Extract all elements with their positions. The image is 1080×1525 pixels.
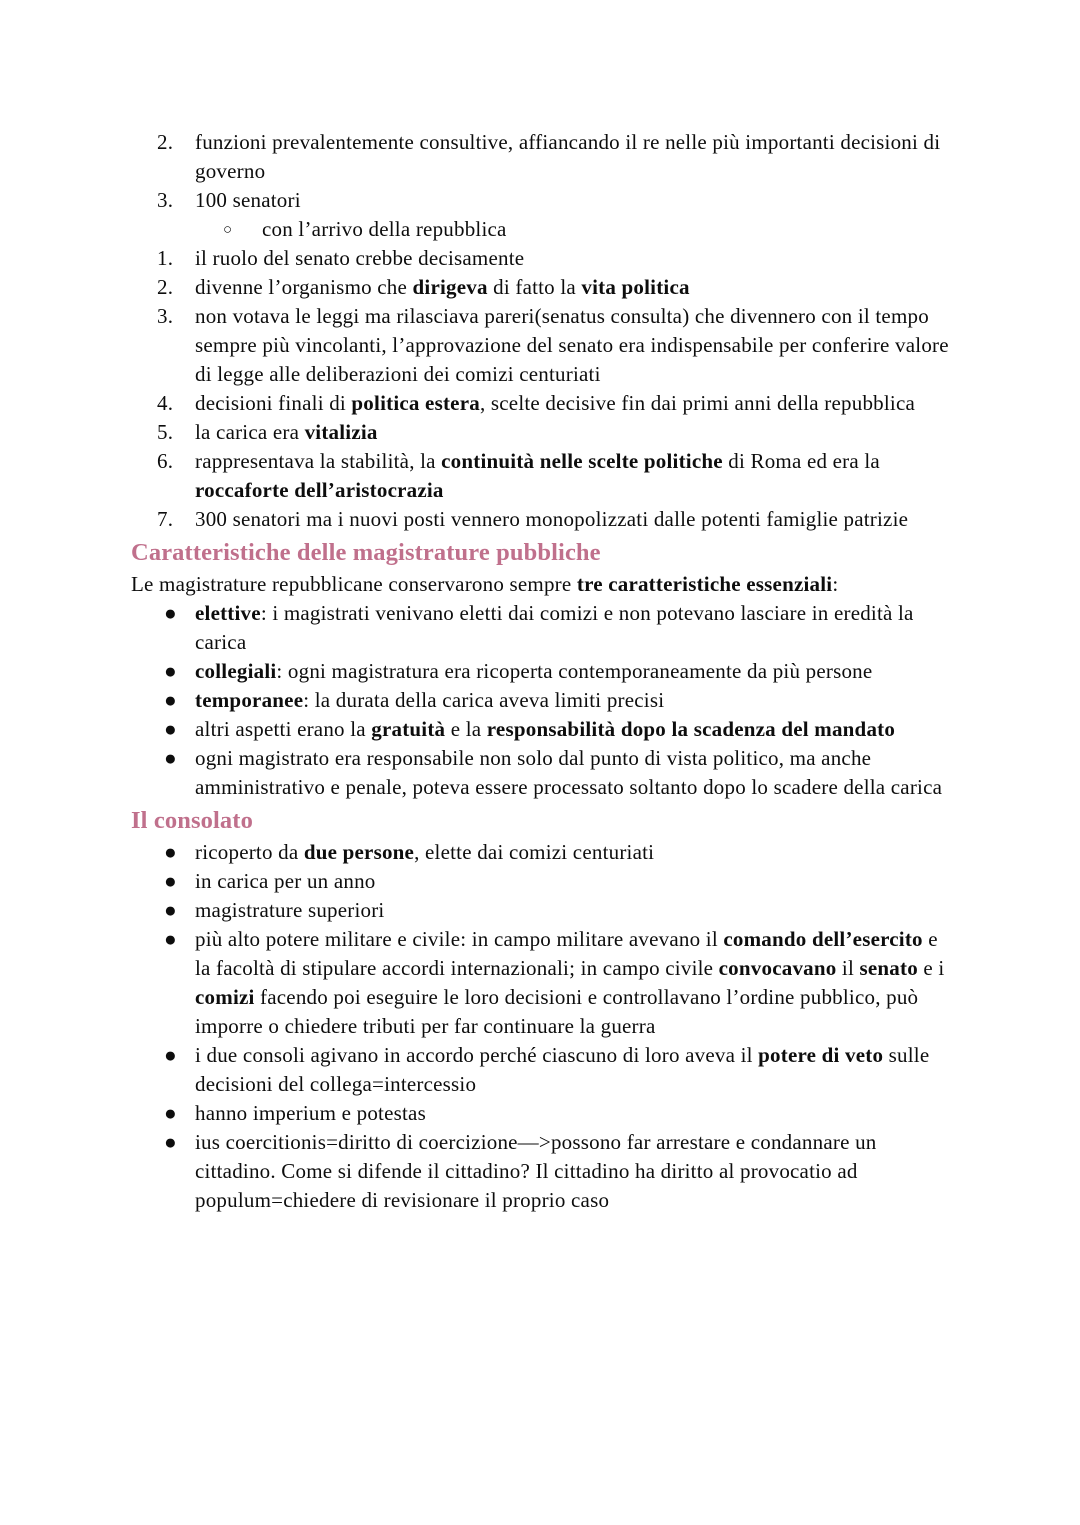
- sub-bullet-list: [131, 215, 950, 244]
- bullet-icon: ●: [164, 688, 177, 712]
- list-item-text: rappresentava la stabilità, la continuità nelle scelte politiche di Roma ed era la roccaforte dell’aristocrazia: [195, 449, 880, 502]
- bullet-icon: ●: [164, 659, 177, 683]
- list-item: [131, 389, 950, 418]
- list-item: [131, 1128, 950, 1215]
- list-item: [131, 128, 950, 186]
- bullet-list: [131, 599, 950, 802]
- list-item-text: temporanee: la durata della carica aveva limiti precisi: [195, 688, 665, 712]
- bullet-icon: ●: [164, 869, 177, 893]
- bullet-icon: ●: [164, 1130, 177, 1154]
- list-number-marker: 7.: [157, 507, 174, 531]
- list-item-text: collegiali: ogni magistratura era ricoperta contemporaneamente da più persone: [195, 659, 873, 683]
- list-item: [131, 244, 950, 273]
- list-item-text: non votava le leggi ma rilasciava pareri(senatus consulta) che divennero con il tempo sempre più vincolanti, l’approvazione del senato era indispensabile per conferire valore di legge alle deliberazioni dei comizi centuriati: [195, 304, 949, 386]
- list-item-text: con l’arrivo della repubblica: [262, 217, 507, 241]
- list-item: [131, 657, 950, 686]
- list-item: [131, 925, 950, 1041]
- list-item-text: funzioni prevalentemente consultive, affiancando il re nelle più importanti decisioni di governo: [195, 130, 941, 183]
- list-item-text: ogni magistrato era responsabile non solo dal punto di vista politico, ma anche amministrativo e penale, poteva essere processato soltanto dopo lo scadere della carica: [195, 746, 943, 799]
- list-item-text: ius coercitionis=diritto di coercizione—>possono far arrestare e condannare un cittadino. Come si difende il cittadino? Il cittadino ha diritto al provocatio ad populum=chiedere di revisionare il proprio caso: [195, 1130, 877, 1212]
- list-number-marker: 2.: [157, 130, 174, 154]
- list-item-text: il ruolo del senato crebbe decisamente: [195, 246, 525, 270]
- list-number-marker: 3.: [157, 304, 174, 328]
- paragraph: Le magistrature repubblicane conservarono sempre tre caratteristiche essenziali:: [131, 572, 839, 596]
- document-content: [131, 128, 950, 1215]
- bullet-icon: ●: [164, 898, 177, 922]
- list-item: [131, 744, 950, 802]
- section-heading: Il consolato: [131, 807, 253, 834]
- list-item: [131, 838, 950, 867]
- bullet-icon: ●: [164, 601, 177, 625]
- list-item: [131, 1099, 950, 1128]
- list-item: [131, 896, 950, 925]
- list-item-text: divenne l’organismo che dirigeva di fatto la vita politica: [195, 275, 690, 299]
- list-item-text: elettive: i magistrati venivano eletti dai comizi e non potevano lasciare in eredità la carica: [195, 601, 914, 654]
- list-item: [131, 273, 950, 302]
- list-item-text: decisioni finali di politica estera, scelte decisive fin dai primi anni della repubblica: [195, 391, 916, 415]
- list-item: [131, 715, 950, 744]
- numbered-list: [131, 244, 950, 534]
- list-number-marker: 2.: [157, 275, 174, 299]
- bullet-icon: ●: [164, 717, 177, 741]
- list-item-text: magistrature superiori: [195, 898, 385, 922]
- bullet-icon: ●: [164, 1101, 177, 1125]
- list-item-text: la carica era vitalizia: [195, 420, 378, 444]
- bullet-list: [131, 838, 950, 1215]
- list-number-marker: 3.: [157, 188, 174, 212]
- list-item: [131, 302, 950, 389]
- list-number-marker: 1.: [157, 246, 174, 270]
- list-number-marker: 6.: [157, 449, 174, 473]
- bullet-icon: ●: [164, 1043, 177, 1067]
- list-item: [131, 215, 950, 244]
- list-item: [131, 599, 950, 657]
- list-item-text: hanno imperium e potestas: [195, 1101, 426, 1125]
- hollow-circle-bullet-icon: ○: [223, 222, 233, 238]
- list-item: [131, 447, 950, 505]
- bullet-icon: ●: [164, 927, 177, 951]
- list-item-text: altri aspetti erano la gratuità e la responsabilità dopo la scadenza del mandato: [195, 717, 896, 741]
- section-heading: Caratteristiche delle magistrature pubbliche: [131, 539, 601, 566]
- bullet-icon: ●: [164, 840, 177, 864]
- list-item-text: 100 senatori: [195, 188, 301, 212]
- list-number-marker: 5.: [157, 420, 174, 444]
- list-item-text: ricoperto da due persone, elette dai comizi centuriati: [195, 840, 655, 864]
- bullet-icon: ●: [164, 746, 177, 770]
- list-item-text: in carica per un anno: [195, 869, 376, 893]
- list-number-marker: 4.: [157, 391, 174, 415]
- list-item-text: 300 senatori ma i nuovi posti vennero monopolizzati dalle potenti famiglie patrizie: [195, 507, 909, 531]
- numbered-list: [131, 128, 950, 215]
- list-item: [131, 1041, 950, 1099]
- list-item-text: i due consoli agivano in accordo perché ciascuno di loro aveva il potere di veto sulle decisioni del collega=intercessio: [195, 1043, 930, 1096]
- list-item: [131, 505, 950, 534]
- list-item: [131, 686, 950, 715]
- list-item-text: più alto potere militare e civile: in campo militare avevano il comando dell’esercito e la facoltà di stipulare accordi internazionali; in campo civile convocavano il senato e i comizi facendo poi eseguire le loro decisioni e controllavano l’ordine pubblico, può imporre o chiedere tributi per far continuare la guerra: [195, 927, 945, 1038]
- list-item: [131, 418, 950, 447]
- list-item: [131, 186, 950, 215]
- list-item: [131, 867, 950, 896]
